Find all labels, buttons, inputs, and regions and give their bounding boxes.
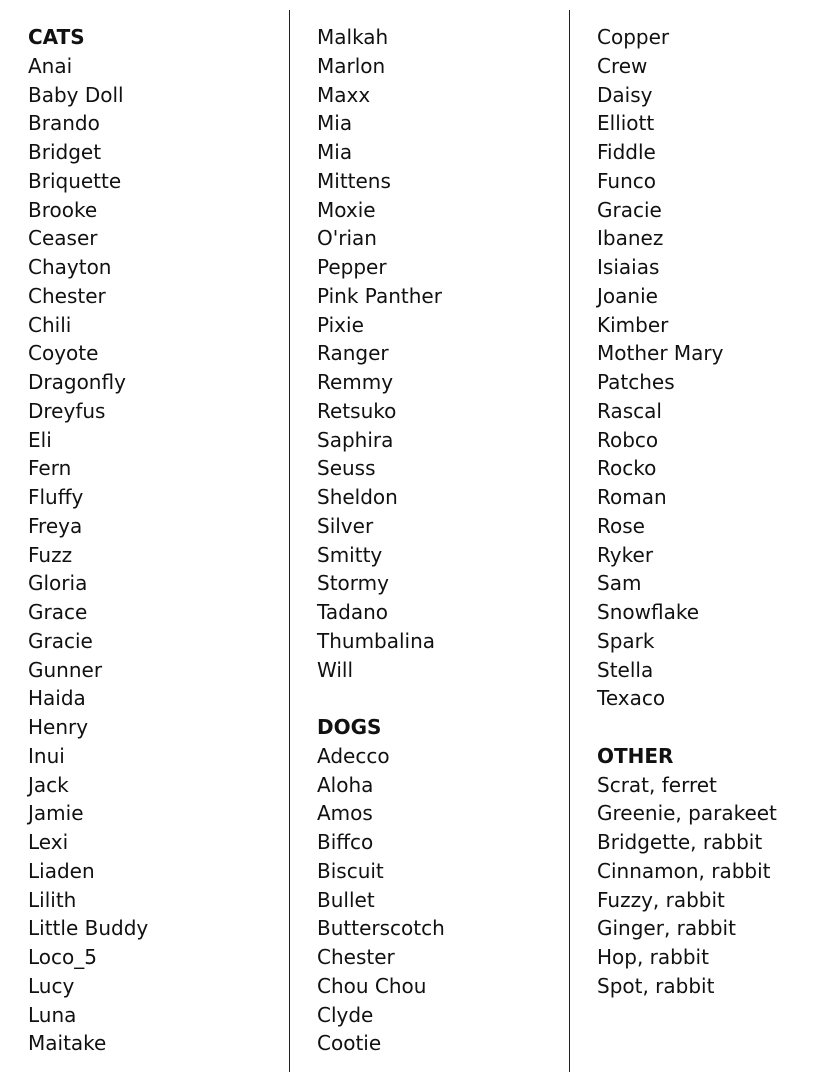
dogs-name-item: Amos bbox=[317, 801, 373, 826]
cats-name-item: Chayton bbox=[28, 255, 112, 279]
cats-name-item: Chili bbox=[28, 312, 72, 337]
dogs-name-item: Funco bbox=[597, 168, 656, 193]
dogs-name-item: Sam bbox=[597, 571, 642, 596]
dogs-name-item: Adecco bbox=[317, 743, 390, 768]
dogs-name-item: Patches bbox=[597, 370, 675, 394]
cats-name-item: Little Buddy bbox=[28, 916, 149, 941]
cats-name-item: Thumbalina bbox=[317, 628, 436, 653]
other-heading: OTHER bbox=[597, 743, 674, 768]
cats-name-item: Brando bbox=[28, 111, 100, 136]
cats-name-item: Ranger bbox=[317, 341, 389, 366]
cats-name-item: Pink Panther bbox=[317, 283, 442, 308]
cats-name-item: Silver bbox=[317, 513, 374, 538]
cats-name-item: Seuss bbox=[317, 456, 376, 481]
dogs-name-item: Joanie bbox=[597, 283, 658, 308]
other-name-item: Ginger, rabbit bbox=[597, 916, 736, 941]
cats-name-item: Malkah bbox=[317, 25, 389, 49]
cats-name-item: Dreyfus bbox=[28, 398, 106, 423]
dogs-name-item: Stella bbox=[597, 657, 654, 682]
dogs-name-item: Clyde bbox=[317, 1002, 374, 1027]
dogs-name-item: Mother Mary bbox=[597, 341, 724, 366]
cats-heading: CATS bbox=[28, 25, 85, 49]
other-name-item: Scrat, ferret bbox=[597, 772, 717, 797]
cats-name-item: Saphira bbox=[317, 427, 394, 452]
dogs-name-item: Cootie bbox=[317, 1031, 382, 1056]
cats-name-item: Briquette bbox=[28, 168, 122, 193]
cats-name-item: Retsuko bbox=[317, 398, 397, 423]
dogs-name-item: Daisy bbox=[597, 82, 653, 107]
cats-name-item: Tadano bbox=[317, 600, 389, 624]
dogs-name-item: Fiddle bbox=[597, 140, 656, 164]
column-2 bbox=[317, 23, 445, 1058]
dogs-name-item: Rose bbox=[597, 513, 645, 538]
cats-name-item: Jamie bbox=[28, 801, 84, 826]
cats-name-item: Brooke bbox=[28, 197, 98, 222]
cats-name-item: Inui bbox=[28, 743, 65, 768]
column-3 bbox=[597, 23, 777, 1001]
cats-name-item: Pixie bbox=[317, 312, 364, 337]
dogs-heading: DOGS bbox=[317, 715, 382, 739]
dogs-name-item: Aloha bbox=[317, 772, 374, 797]
dogs-name-item: Elliott bbox=[597, 111, 655, 136]
cats-name-item: O'rian bbox=[317, 226, 377, 251]
cats-name-item: Eli bbox=[28, 427, 52, 452]
cats-name-item: Bridget bbox=[28, 140, 102, 164]
cats-name-item: Freya bbox=[28, 513, 83, 538]
section-spacer bbox=[317, 684, 445, 713]
cats-name-item: Fern bbox=[28, 456, 72, 481]
dogs-name-item: Rocko bbox=[597, 456, 657, 481]
dogs-name-item: Biscuit bbox=[317, 858, 384, 883]
cats-name-item: Maitake bbox=[28, 1031, 107, 1056]
other-name-item: Fuzzy, rabbit bbox=[597, 887, 725, 912]
cats-name-item: Ceaser bbox=[28, 226, 98, 251]
cats-name-item: Gunner bbox=[28, 657, 103, 682]
cats-name-item: Henry bbox=[28, 715, 89, 739]
dogs-name-item: Rascal bbox=[597, 398, 662, 423]
dogs-name-item: Robco bbox=[597, 427, 659, 452]
other-name-item: Bridgette, rabbit bbox=[597, 830, 763, 854]
dogs-name-item: Butterscotch bbox=[317, 916, 445, 941]
dogs-name-item: Isiaias bbox=[597, 255, 660, 279]
cats-name-item: Gracie bbox=[28, 628, 93, 653]
cats-name-item: Mia bbox=[317, 140, 353, 164]
cats-name-item: Anai bbox=[28, 53, 73, 78]
cats-name-item: Stormy bbox=[317, 571, 389, 596]
dogs-name-item: Roman bbox=[597, 485, 667, 509]
dogs-name-item: Spark bbox=[597, 628, 655, 653]
cats-name-item: Lilith bbox=[28, 887, 77, 912]
dogs-name-item: Chester bbox=[317, 945, 395, 969]
dogs-name-item: Copper bbox=[597, 25, 670, 49]
dogs-name-item: Crew bbox=[597, 53, 648, 78]
dogs-name-item: Ryker bbox=[597, 542, 654, 567]
cats-name-item: Liaden bbox=[28, 858, 95, 883]
cats-name-item: Pepper bbox=[317, 255, 387, 279]
dogs-name-item: Biffco bbox=[317, 830, 374, 854]
column-divider bbox=[289, 10, 290, 1072]
cats-name-item: Sheldon bbox=[317, 485, 398, 509]
other-name-item: Hop, rabbit bbox=[597, 945, 709, 969]
dogs-name-item: Snowflake bbox=[597, 600, 699, 624]
dogs-name-item: Bullet bbox=[317, 887, 375, 912]
cats-name-item: Grace bbox=[28, 600, 88, 624]
cats-name-item: Jack bbox=[28, 772, 69, 797]
cats-name-item: Will bbox=[317, 657, 354, 682]
cats-name-item: Moxie bbox=[317, 197, 376, 222]
dogs-name-item: Texaco bbox=[597, 686, 666, 711]
dogs-name-item: Ibanez bbox=[597, 226, 664, 251]
other-name-item: Greenie, parakeet bbox=[597, 801, 777, 826]
cats-name-item: Baby Doll bbox=[28, 82, 124, 107]
cats-name-item: Gloria bbox=[28, 571, 88, 596]
cats-name-item: Fluffy bbox=[28, 485, 84, 509]
cats-name-item: Luna bbox=[28, 1002, 77, 1027]
dogs-name-item: Gracie bbox=[597, 197, 662, 222]
cats-name-item: Maxx bbox=[317, 82, 371, 107]
section-spacer bbox=[597, 713, 777, 742]
cats-name-item: Lexi bbox=[28, 830, 69, 854]
cats-name-item: Fuzz bbox=[28, 542, 73, 567]
cats-name-item: Haida bbox=[28, 686, 86, 711]
column-1 bbox=[28, 23, 148, 1058]
cats-name-item: Loco_5 bbox=[28, 945, 97, 969]
dogs-name-item: Chou Chou bbox=[317, 973, 427, 998]
cats-name-item: Chester bbox=[28, 283, 106, 308]
cats-name-item: Coyote bbox=[28, 341, 99, 366]
dogs-name-item: Kimber bbox=[597, 312, 669, 337]
other-name-item: Cinnamon, rabbit bbox=[597, 858, 771, 883]
cats-name-item: Dragonfly bbox=[28, 370, 126, 394]
other-name-item: Spot, rabbit bbox=[597, 973, 715, 998]
cats-name-item: Smitty bbox=[317, 542, 383, 567]
cats-name-item: Lucy bbox=[28, 973, 75, 998]
cats-name-item: Marlon bbox=[317, 53, 386, 78]
cats-name-item: Mittens bbox=[317, 168, 391, 193]
cats-name-item: Mia bbox=[317, 111, 353, 136]
cats-name-item: Remmy bbox=[317, 370, 394, 394]
column-divider bbox=[569, 10, 570, 1072]
